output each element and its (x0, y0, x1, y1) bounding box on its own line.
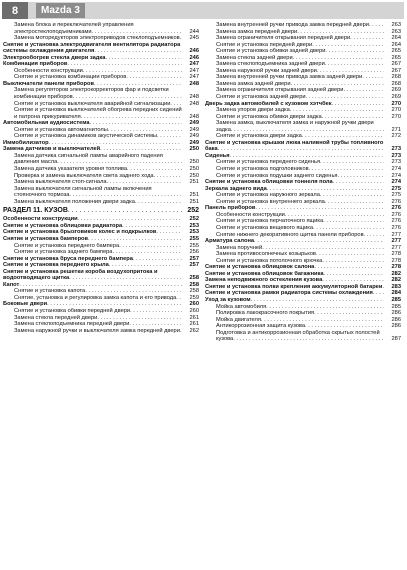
toc-entry-title: Замена датчика сигнальной лампы аварийного падения давления масла . . . (14, 153, 163, 166)
toc-entry-title: Капот . . . (3, 282, 19, 288)
page-header (2, 2, 404, 19)
toc-page-number: 251 (182, 192, 199, 199)
toc-entry-title: Снятие нижнего декоративного щитка панели приборов . . . (216, 232, 364, 238)
toc-page-number: 274 (384, 166, 401, 173)
toc-page-number: 287 (384, 336, 401, 343)
toc-page-number: 285 (384, 304, 401, 311)
toc-page-number: 283 (384, 284, 401, 291)
toc-entry-title: Арматура салона . . . (205, 238, 254, 244)
toc-entry-title: Замена наружной ручки задней двери . . . (216, 68, 317, 74)
toc-entry-title: Снятие и установка передней двери . . . (216, 42, 312, 48)
toc-page-number: 270 (384, 101, 401, 108)
toc-page-number: 264 (384, 35, 401, 42)
toc-entry-title: Замена наружной ручки и выключателя замка передней двери . . . (14, 328, 180, 334)
toc-entry-title: Комбинация приборов . . . (3, 61, 67, 67)
toc-entry-title: Замена стеклоподъемника задней двери . . . (216, 61, 325, 67)
toc-page-number: 248 (182, 114, 199, 121)
toc-page-number: 270 (384, 107, 401, 114)
toc-entry-title: Снятие и установка капота . . . (14, 288, 85, 294)
toc-page-number: 249 (182, 120, 199, 127)
toc-subentry (3, 107, 199, 120)
toc-entry-title: Антикоррозионная защита кузова . . . (216, 323, 305, 329)
toc-page-number: 272 (384, 133, 401, 140)
toc-entry-title: Замена датчиков и выключателей . . . (3, 146, 100, 152)
toc-page-number: 286 (384, 310, 401, 317)
toc-page-number: 285 (384, 297, 401, 304)
toc-entry-title: Замена стекла передней двери . . . (14, 315, 97, 321)
toc-entry-title: Панель приборов . . . (205, 205, 255, 211)
toc-page-number: 273 (384, 159, 401, 166)
toc-entry-title: Снятие и установка внутреннего зеркала . . . (216, 199, 325, 205)
toc-page-number: 248 (182, 101, 199, 108)
toc-page-number: 276 (384, 218, 401, 225)
toc-page-number: 250 (182, 173, 199, 180)
toc-page-number: 249 (182, 127, 199, 134)
toc-page-number: 249 (182, 140, 199, 147)
toc-entry-title: Снятие и установка облицовок салона . . . (205, 264, 314, 270)
toc-subentry (205, 330, 401, 343)
toc-entry-title: Снятие и установка бамперов . . . (3, 236, 88, 242)
toc-page-number: 262 (182, 328, 199, 335)
toc-entry-title: Снятие и установка заднего бампера . . . (14, 249, 112, 255)
toc-page-number: 267 (384, 68, 401, 75)
toc-page-number: 268 (384, 74, 401, 81)
toc-entry-title: Снятие и установка выключателя аварийной сигнализации . . . (14, 101, 170, 107)
toc-entry-title: Замена моторедукторов электроприводов стеклоподъемников . . . (14, 35, 180, 41)
toc-page-number: 250 (182, 166, 199, 173)
toc-page-number: 277 (384, 238, 401, 245)
toc-page-number: 257 (182, 262, 199, 269)
toc-page-number: 273 (384, 146, 401, 153)
toc-page-number: 282 (384, 277, 401, 284)
toc-page-number: 269 (384, 94, 401, 101)
toc-chapter-entry (3, 42, 199, 55)
toc-entry-title: Снятие и установка брызговиков колес и подкрылков . . . (3, 229, 156, 235)
toc-entry-title: Замена стекла задней двери . . . (216, 55, 293, 61)
toc-entry-title: Снятие и установка динамиков акустической системы . . . (14, 133, 157, 139)
toc-entry-title: Замена замка задней двери . . . (216, 81, 291, 87)
toc-entry-title: Замена регуляторов электрокорректоров фар и подсветки комбинации приборов . . . (14, 87, 169, 100)
toc-entry-title: Снятие и установка выключателей обогрева передних сидений и патрона прикуривателя . . . (14, 107, 182, 120)
toc-page-number: 265 (384, 48, 401, 55)
toc-entry-title: Снятие и установка обивки передней двери . . . (14, 308, 130, 314)
toc-entry-title: Снятие и установка потолочного крючка . . . (216, 258, 322, 264)
toc-entry-title: Замена поручней . . . (216, 245, 262, 251)
toc-entry-title: Замена неподвижного остекления кузова . . . (205, 277, 322, 283)
toc-page-number: 269 (384, 87, 401, 94)
toc-entry-title: Замена упоров двери задка . . . (216, 107, 290, 113)
toc-page-number: 276 (384, 199, 401, 206)
toc-page-number: 263 (384, 29, 401, 36)
toc-page-number: 247 (182, 68, 199, 75)
toc-page-number: 275 (384, 192, 401, 199)
toc-entry-title: Снятие и установка вещевого ящика . . . (216, 225, 313, 231)
toc-entry-title: Сиденья . . . (205, 153, 230, 159)
toc-entry-title: Замена датчика указателя уровня топлива . . . (14, 166, 127, 172)
toc-entry-title: Мойка автомобиля . . . (216, 304, 266, 310)
toc-entry-title: Выключатели панели приборов . . . (3, 81, 94, 87)
toc-right-column (205, 22, 401, 343)
toc-entry-title: Замена противосолнечных козырьков . . . (216, 251, 316, 257)
toc-page-number: 286 (384, 323, 401, 330)
toc-page-number: 261 (182, 315, 199, 322)
toc-entry-title: Снятие и установка обивки задней двери . . . (216, 48, 325, 54)
toc-entry-title: Снятие и установка обивки двери задка . . . (216, 114, 322, 120)
toc-page-number: 264 (384, 42, 401, 49)
toc-subentry (3, 328, 199, 335)
toc-page-number: 278 (384, 258, 401, 265)
toc-entry-title: Снятие и установка облицовок багажника . . . (205, 271, 324, 277)
toc-page-number: 282 (384, 271, 401, 278)
toc-entry-title: Замена замка передней двери . . . (216, 29, 297, 35)
toc-page-number: 247 (182, 74, 199, 81)
toc-page-number: 246 (182, 55, 199, 62)
toc-entry-title: Снятие и установка переднего сиденья . . . (216, 159, 320, 165)
toc-page-number: 270 (384, 114, 401, 121)
toc-entry-title: Автомобильная аудиосистема . . . (3, 120, 90, 126)
toc-entry-title: Дверь задка автомобилей с кузовом хэтчбек . . . (205, 101, 332, 107)
toc-page-number: 271 (384, 127, 401, 134)
toc-entry-title: Подготовка и антикоррозионная обработка скрытых полостей кузова . . . (216, 330, 380, 343)
toc-page-number: 256 (182, 249, 199, 256)
toc-entry-title: Снятие и установка крышки люка наливной трубы топливного бака . . . (205, 140, 383, 153)
toc-page-number: 248 (182, 81, 199, 88)
toc-page-number: 277 (384, 232, 401, 239)
toc-entry-title: Снятие и установка задней двери . . . (216, 94, 306, 100)
toc-left-column (3, 22, 199, 334)
toc-entry-title: Снятие, установка и регулировка замка капота и его привода . . . (14, 295, 176, 301)
toc-page-number: 267 (384, 61, 401, 68)
toc-entry-title: Зеркала заднего вида . . . (205, 186, 267, 192)
toc-entry-title: Мойка двигателя . . . (216, 317, 261, 323)
toc-page-number: 261 (182, 321, 199, 328)
toc-entry-title: Снятие и установка переднего крыла . . . (3, 262, 109, 268)
toc-entry-title: Замена внутренней ручки привода замка задней двери . . . (216, 74, 362, 80)
toc-entry-title: Особенности конструкции . . . (216, 212, 285, 218)
toc-page-number: 245 (182, 35, 199, 42)
toc-entry-title: Замена блока и переключателей управления электростеклоподъемниками . . . (14, 22, 134, 35)
toc-entry-title: Иммобилизатор . . . (3, 140, 49, 146)
toc-subentry (3, 199, 199, 206)
toc-entry-title: Снятие и установка рамки радиатора системы охлаждения . . . (205, 290, 373, 296)
toc-entry-title: Особенности конструкции . . . (14, 68, 83, 74)
toc-entry-title: Замена внутренней ручки привода замка передней двери . . . (216, 22, 369, 28)
toc-entry-title: Полировка лакокрасочного покрытия . . . (216, 310, 314, 316)
toc-subentry (3, 22, 199, 35)
toc-entry-title: Снятие и установка наружного зеркала . . . (216, 192, 320, 198)
toc-page-number: 247 (182, 61, 199, 68)
toc-page-number: 284 (384, 290, 401, 297)
toc-subentry (205, 120, 401, 133)
toc-entry-title: Снятие и установка облицовки радиатора . . . (3, 223, 122, 229)
toc-page-number: 260 (182, 301, 199, 308)
toc-page-number: 286 (384, 317, 401, 324)
toc-entry-title: Замена выключателя положения двери задка . . . (14, 199, 135, 205)
toc-page-number: 249 (182, 133, 199, 140)
toc-page-number: 255 (182, 236, 199, 243)
toc-subentry (3, 87, 199, 100)
toc-page-number: 274 (384, 179, 401, 186)
toc-page-number: 275 (384, 186, 401, 193)
toc-entry-title: Проверка и замена выключателя света заднего хода . . . (14, 173, 154, 179)
toc-page-number: 258 (182, 288, 199, 295)
toc-page-number: 268 (384, 81, 401, 88)
toc-page-number: 260 (182, 308, 199, 315)
toc-entry-title: Замена выключателя сигнальной лампы включения стояночного тормоза . . . (14, 186, 152, 199)
toc-page-number: 250 (182, 146, 199, 153)
toc-page-number: 253 (182, 223, 199, 230)
toc-page-number: 251 (182, 199, 199, 206)
toc-page-number: 278 (384, 264, 401, 271)
toc-entry-title: Снятие и установка переднего бампера . . . (14, 243, 119, 249)
toc-entry-title: Снятие и установка подголовников . . . (216, 166, 309, 172)
toc-entry-title: Замена выключателя стоп-сигнала . . . (14, 179, 107, 185)
toc-entry-title: Снятие и установка комбинации приборов . . . (14, 74, 126, 80)
toc-page-number: 276 (384, 225, 401, 232)
toc-page-number: 278 (384, 251, 401, 258)
toc-page-number: 263 (384, 22, 401, 29)
toc-section-heading (3, 206, 199, 215)
toc-page-number: 257 (182, 256, 199, 263)
toc-page-number: 244 (182, 29, 199, 36)
toc-entry-title: Замена ограничителя открывания задней двери . . . (216, 87, 343, 93)
toc-page-number: 253 (182, 229, 199, 236)
toc-entry-title: Снятие и установка решетки короба воздухопритока и водоотводящего щитка . . . (3, 269, 157, 282)
toc-page-number: 248 (182, 94, 199, 101)
toc-entry-title: Особенности конструкции . . . (3, 216, 78, 222)
toc-page-number: 246 (182, 48, 199, 55)
page-number: 8 (2, 2, 28, 19)
toc-entry-title: Боковые двери . . . (3, 301, 47, 307)
toc-subentry (3, 153, 199, 166)
toc-page-number: 274 (384, 173, 401, 180)
toc-entry-title: Снятие и установка двери задка . . . (216, 133, 302, 139)
toc-page-number: 276 (384, 205, 401, 212)
toc-entry-title: Снятие и установка полки крепления аккумуляторной батареи . . . (205, 284, 382, 290)
toc-page-number: 259 (182, 295, 199, 302)
toc-page-number: 276 (384, 212, 401, 219)
toc-entry-title: Снятие и установка бруса переднего бампера . . . (3, 256, 133, 262)
toc-page-number: 255 (182, 243, 199, 250)
toc-entry-title: Снятие и установка подушки заднего сиденья . . . (216, 173, 337, 179)
toc-entry-title: Замена ограничителя открывания передней двери . . . (216, 35, 350, 41)
toc-subentry (3, 186, 199, 199)
toc-page-number: 251 (182, 179, 199, 186)
toc-page-number: 250 (182, 159, 199, 166)
toc-page-number: 258 (182, 275, 199, 282)
toc-page-number: 252 (182, 216, 199, 223)
toc-page-number: 258 (182, 282, 199, 289)
toc-entry-title: Уход за кузовом . . . (205, 297, 251, 303)
toc-page-number: 273 (384, 153, 401, 160)
toc-page-number: 265 (384, 55, 401, 62)
book-title: Mazda 3 (36, 3, 85, 18)
toc-page-number: 277 (384, 245, 401, 252)
toc-entry-title: Замена замка, выключателя замка и наружной ручки двери задка . . . (216, 120, 374, 133)
toc-entry-title: Замена стеклоподъемника передней двери . . . (14, 321, 129, 327)
toc-entry-title: Электрообогрев стекла двери задка . . . (3, 55, 105, 61)
toc-page-number: 252 (182, 206, 199, 215)
toc-entry-title: Снятие и установка облицовки тоннеля пола . . . (205, 179, 333, 185)
toc-entry-title: Снятие и установка автомагнитолы . . . (14, 127, 108, 133)
toc-entry-title: РАЗДЕЛ 11. КУЗОВ . . . (3, 207, 68, 214)
toc-chapter-entry (3, 269, 199, 282)
toc-chapter-entry (205, 140, 401, 153)
toc-entry-title: Снятие и установка перчаточного ящика . . . (216, 218, 323, 224)
toc-entry-title: Снятие и установка электродвигателя вентилятора радиатора системы охлаждения двигателя . . . (3, 42, 180, 55)
